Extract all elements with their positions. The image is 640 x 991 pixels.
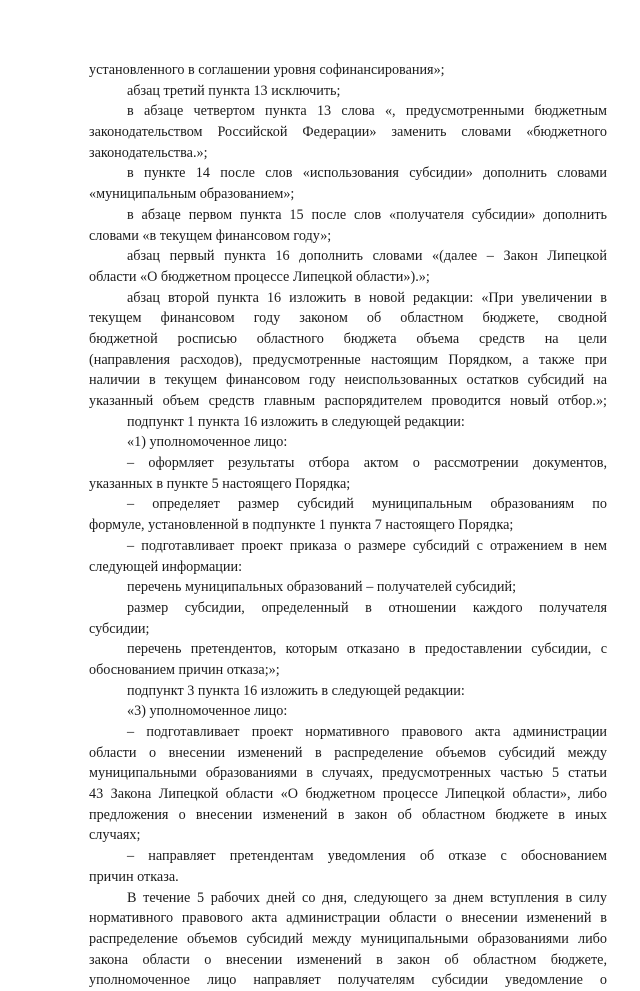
text-line: – подготавливает проект приказа о размере субсидий с отражением в нем	[127, 537, 607, 554]
text-line: «1) уполномоченное лицо:	[127, 434, 288, 451]
text-line: в абзаце первом пункта 15 после слов «получателя субсидии» дополнить	[127, 206, 607, 223]
text-line: – определяет размер субсидий муниципальным образованиям по	[127, 496, 607, 513]
text-line: наличии в текущем финансовом году неиспользованных остатков субсидий на	[89, 372, 607, 389]
text-line: подпункт 1 пункта 16 изложить в следующей редакции:	[127, 413, 465, 430]
text-line: 43 Закона Липецкой области «О бюджетном процессе Липецкой области», либо	[89, 786, 607, 803]
text-line: обоснованием причин отказа;»;	[89, 661, 280, 678]
text-line: перечень муниципальных образований – получателей субсидий;	[127, 579, 517, 596]
text-line: указанный объем средств главным распорядителем проводится новый отбор.»;	[89, 393, 607, 409]
text-line: области о внесении изменений в распределение объемов субсидий между	[89, 744, 607, 761]
text-line: «муниципальным образованием»;	[89, 186, 295, 203]
document-page	[89, 60, 607, 991]
text-line: подпункт 3 пункта 16 изложить в следующей редакции:	[127, 682, 465, 699]
text-line: перечень претендентов, которым отказано в предоставлении субсидии, с	[127, 641, 607, 658]
text-line: (направления расходов), предусмотренные настоящим Порядком, а также при	[89, 351, 607, 368]
text-line: – оформляет результаты отбора актом о рассмотрении документов,	[127, 455, 607, 472]
text-line: размер субсидии, определенный в отношении каждого получателя	[127, 599, 607, 616]
text-line: области «О бюджетном процессе Липецкой области»).»;	[89, 268, 430, 285]
text-line: словами «в текущем финансовом году»;	[89, 227, 332, 244]
text-line: абзац первый пункта 16 дополнить словами «(далее – Закон Липецкой	[127, 248, 607, 265]
text-line: следующей информации:	[89, 558, 243, 575]
text-line: текущем финансовом году законом об областном бюджете, сводной	[89, 310, 607, 327]
text-line: предложения о внесении изменений в закон об областном бюджете в иных	[89, 806, 607, 823]
text-line: в пункте 14 после слов «использования субсидии» дополнить словами	[127, 165, 607, 182]
text-line: случаях;	[89, 827, 141, 844]
text-line: установленного в соглашении уровня софинансирования»;	[89, 62, 445, 78]
text-line: «3) уполномоченное лицо:	[127, 703, 288, 720]
text-line: абзац второй пункта 16 изложить в новой редакции: «При увеличении в	[127, 289, 607, 306]
text-line: абзац третий пункта 13 исключить;	[127, 82, 341, 99]
text-line: нормативного правового акта администрации области о внесении изменений в	[89, 910, 607, 927]
text-line: в абзаце четвертом пункта 13 слова «, предусмотренными бюджетным	[127, 103, 607, 120]
text-line: уполномоченное лицо направляет получателям субсидии уведомление о	[89, 972, 607, 989]
text-line: субсидии;	[89, 620, 150, 637]
text-line: муниципальными образованиями в случаях, предусмотренных частью 5 статьи	[89, 765, 607, 782]
text-line: законодательством Российской Федерации» заменить словами «бюджетного	[89, 124, 607, 141]
text-line: закона области о внесении изменений в закон об областном бюджете,	[89, 951, 607, 968]
text-line: формуле, установленной в подпункте 1 пункта 7 настоящего Порядка;	[89, 517, 514, 534]
text-line: распределение объемов субсидий между муниципальными образованиями либо	[89, 930, 607, 947]
text-line: В течение 5 рабочих дней со дня, следующего за днем вступления в силу	[127, 889, 607, 906]
text-line: – подготавливает проект нормативного правового акта администрации	[127, 724, 607, 740]
text-line: бюджетной росписью областного бюджета объема средств на цели	[89, 330, 607, 347]
text-line: указанных в пункте 5 настоящего Порядка;	[89, 475, 351, 492]
text-line: – направляет претендентам уведомления об отказе с обоснованием	[127, 848, 607, 865]
text-line: законодательства.»;	[89, 144, 208, 161]
text-line: причин отказа.	[89, 868, 179, 885]
